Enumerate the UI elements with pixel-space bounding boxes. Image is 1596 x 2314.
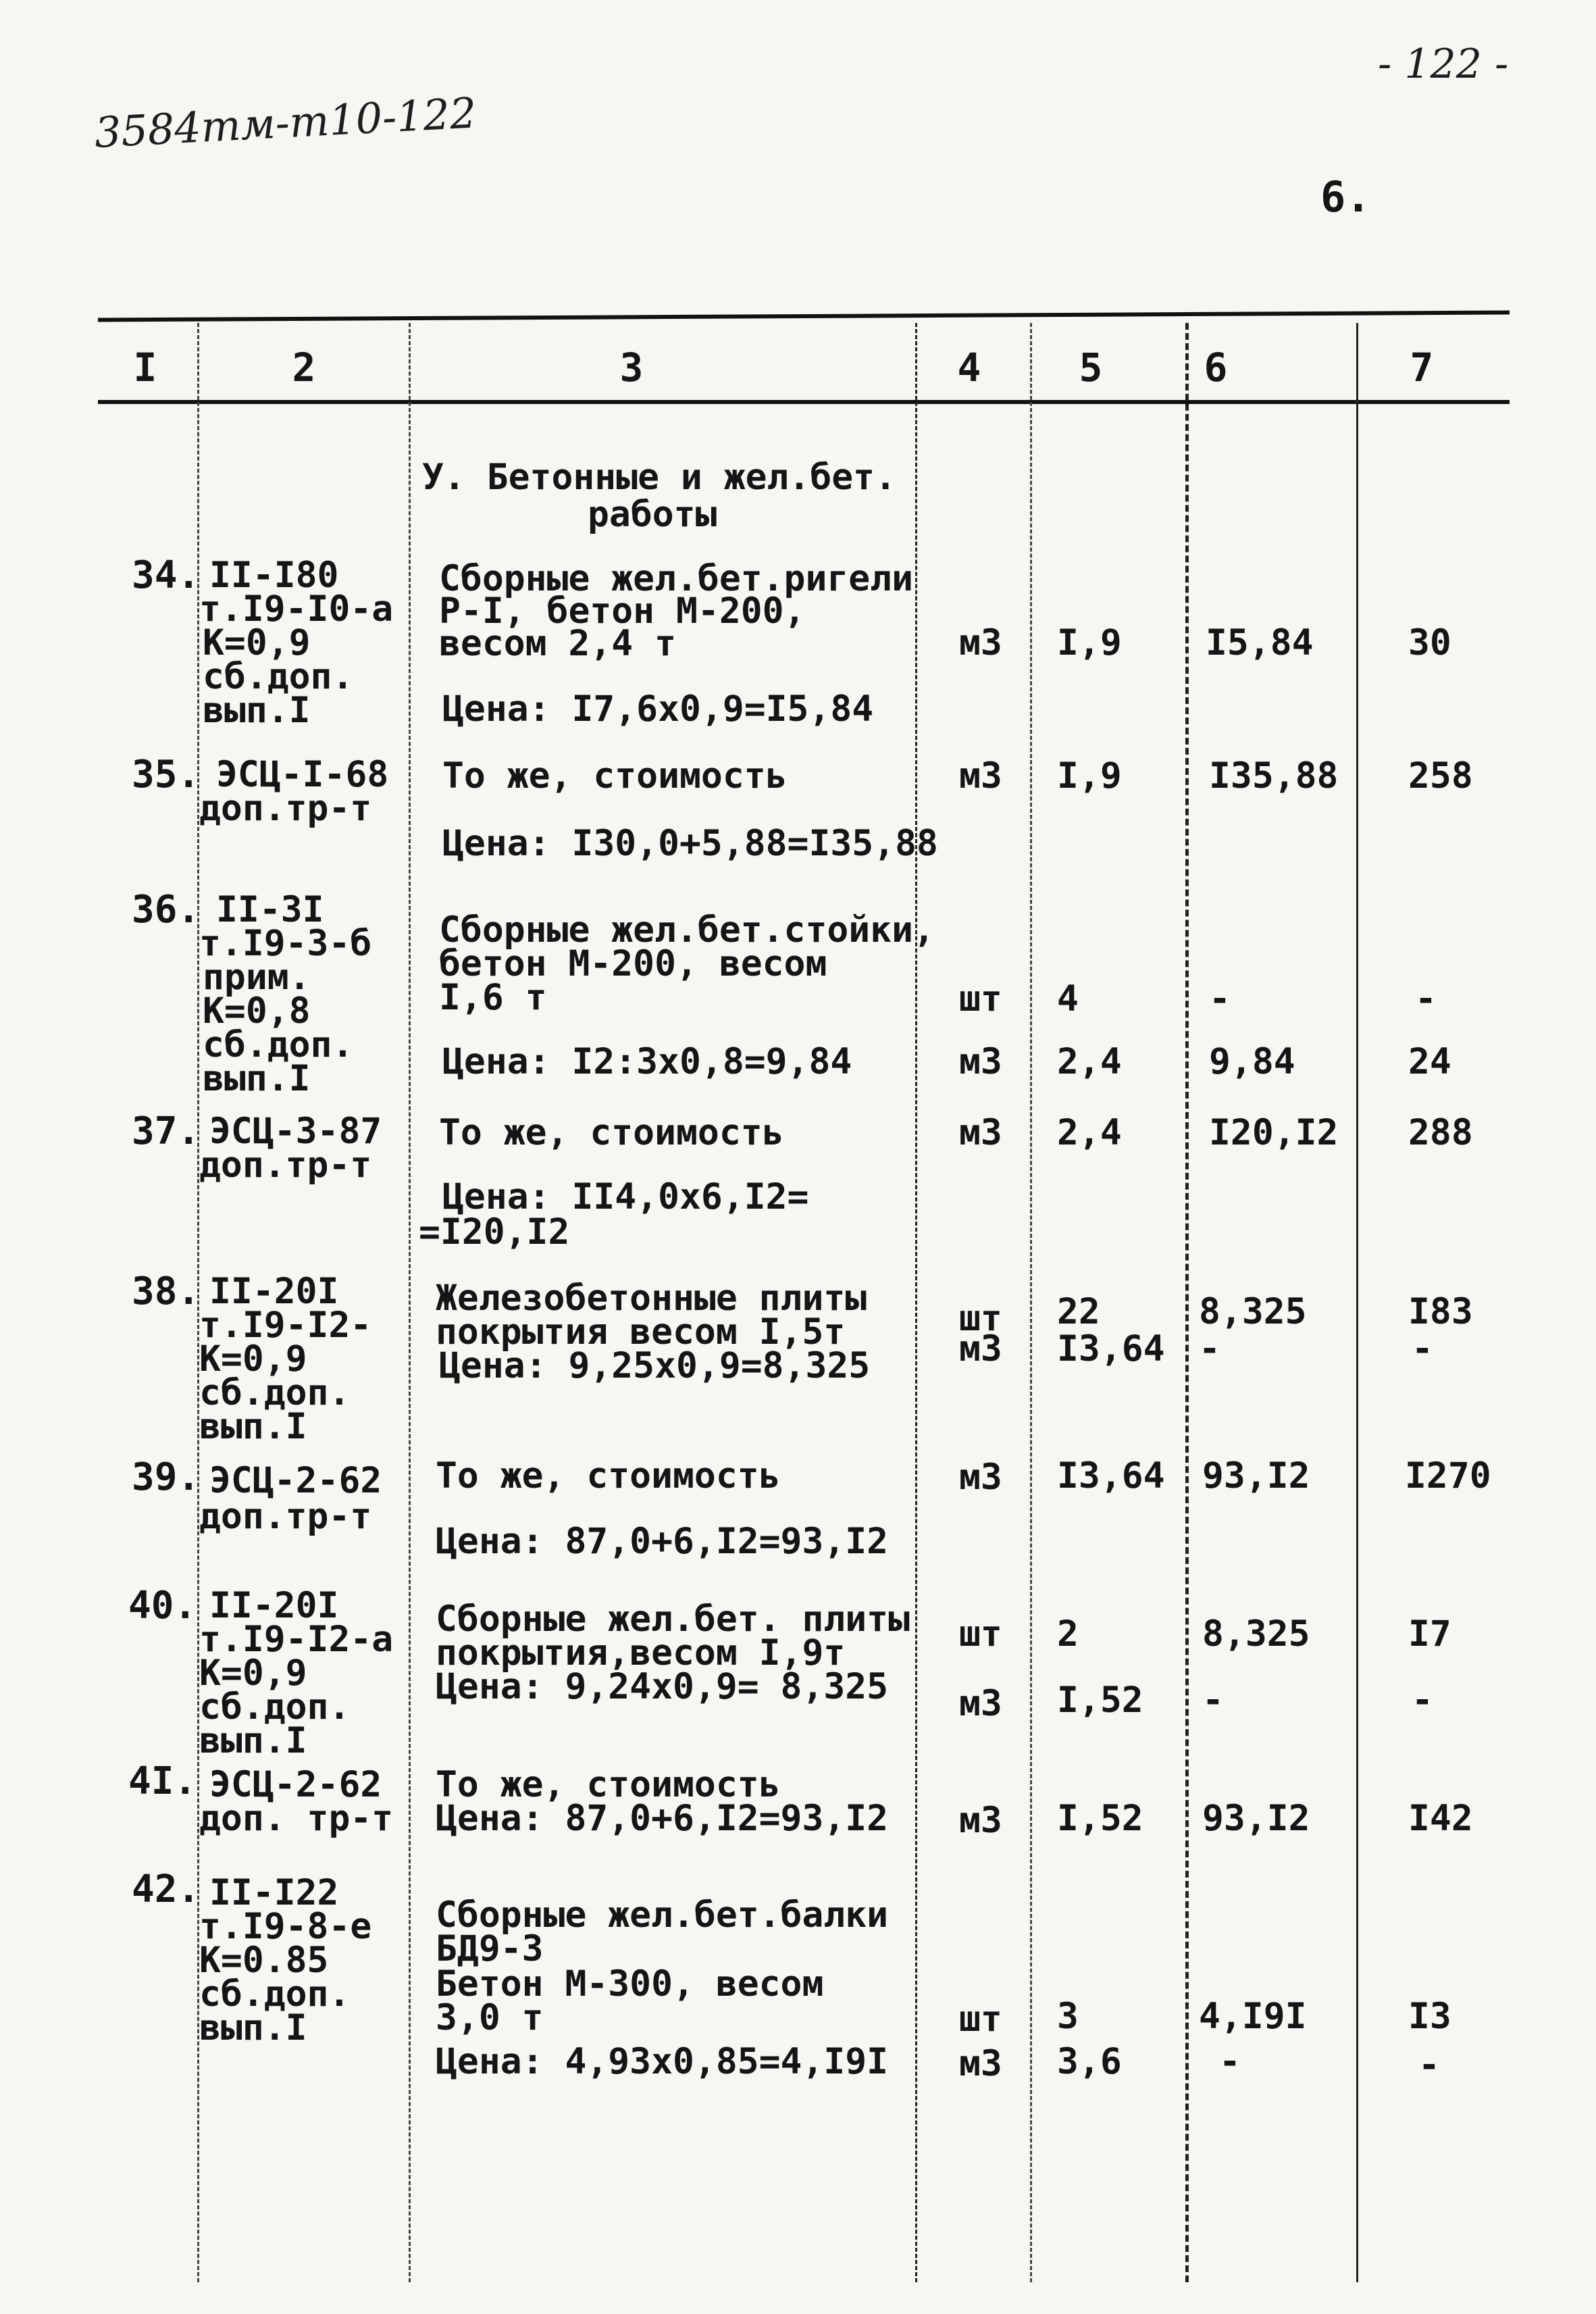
row-description: Железобетонные плиты — [436, 1278, 867, 1319]
row-description: Р-I, бетон М-200, — [439, 590, 806, 632]
row-unit-cost: - — [1219, 2041, 1241, 2082]
row-number: 36. — [132, 888, 201, 932]
row-unit-cost: 9,84 — [1209, 1041, 1295, 1082]
col-header-5: 5 — [1079, 345, 1103, 391]
row-code: вып.I — [199, 1406, 307, 1447]
column-divider — [1030, 323, 1032, 2282]
column-divider — [1185, 323, 1189, 2282]
row-description: То же, стоимость — [442, 755, 788, 797]
row-code: вып.I — [199, 2007, 307, 2048]
row-unit-cost: 8,325 — [1202, 1613, 1310, 1655]
row-total: I42 — [1408, 1798, 1473, 1839]
row-unit-cost: - — [1199, 1328, 1220, 1369]
row-code: сб.доп. — [203, 656, 354, 697]
row-code: т.I9-3-б — [199, 923, 372, 964]
row-code: доп.тр-т — [199, 788, 372, 829]
row-code: т.I9-I0-а — [199, 588, 394, 630]
row-quantity: I3,64 — [1057, 1328, 1165, 1369]
row-code: вып.I — [203, 690, 311, 731]
row-code: сб.доп. — [199, 1973, 351, 2015]
row-code: К=0.85 — [199, 1940, 329, 1981]
row-unit: м3 — [959, 1457, 1002, 1498]
col-header-2: 2 — [292, 345, 316, 391]
row-total: - — [1415, 978, 1437, 1020]
document-id: 3584тм-т10-122 — [93, 88, 478, 157]
col-header-1: I — [133, 345, 157, 391]
row-number: 35. — [132, 753, 201, 797]
col-header-4: 4 — [957, 345, 981, 391]
row-quantity: 2 — [1057, 1613, 1079, 1655]
row-quantity: 2,4 — [1057, 1112, 1122, 1153]
row-price: Цена: 87,0+6,I2=93,I2 — [436, 1521, 889, 1562]
row-unit-cost: 93,I2 — [1202, 1798, 1310, 1839]
row-description: Сборные жел.бет.балки — [436, 1894, 889, 1936]
section-title: У. Бетонные и жел.бет. — [422, 457, 896, 498]
row-price: Цена: I2:3х0,8=9,84 — [442, 1041, 852, 1082]
row-description: БД9-3 — [436, 1928, 544, 1969]
row-total: 258 — [1408, 755, 1473, 797]
row-unit: м3 — [959, 622, 1002, 663]
row-total: 30 — [1408, 622, 1451, 663]
row-number: 37. — [132, 1109, 201, 1153]
sheet-label: 6. — [1320, 172, 1371, 222]
row-code: II-20I — [209, 1271, 339, 1312]
row-code: К=0,8 — [203, 990, 311, 1032]
row-total: I270 — [1405, 1455, 1491, 1496]
row-number: 34. — [132, 553, 201, 597]
col-header-3: 3 — [619, 345, 644, 391]
row-unit: м3 — [959, 1112, 1002, 1153]
row-code: II-20I — [209, 1585, 339, 1626]
row-unit: шт — [959, 1613, 1002, 1655]
row-code: II-I22 — [209, 1872, 339, 1913]
row-code: сб.доп. — [203, 1024, 354, 1065]
row-unit-cost: 93,I2 — [1202, 1455, 1310, 1496]
row-unit-cost: - — [1202, 1680, 1224, 1721]
row-total: I83 — [1408, 1291, 1473, 1332]
row-unit-cost: I35,88 — [1209, 755, 1339, 797]
row-code: доп.тр-т — [199, 1496, 372, 1537]
row-quantity: 3,6 — [1057, 2041, 1122, 2082]
row-price: Цена: 87,0+6,I2=93,I2 — [436, 1798, 889, 1839]
row-code: II-3I — [216, 889, 324, 930]
row-description: покрытия весом I,5т — [436, 1311, 846, 1353]
col-header-7: 7 — [1410, 345, 1434, 391]
row-quantity: 4 — [1057, 978, 1079, 1020]
row-total: 24 — [1408, 1041, 1451, 1082]
col-header-6: 6 — [1204, 345, 1228, 391]
row-number: 40. — [128, 1584, 197, 1628]
row-description: То же, стоимость — [436, 1455, 781, 1496]
row-code: ЭСЦ-3-87 — [209, 1111, 382, 1152]
row-code: т.I9-8-е — [199, 1906, 372, 1947]
row-description: Сборные жел.бет.стойки, — [439, 909, 935, 951]
row-code: сб.доп. — [199, 1372, 351, 1413]
row-unit-cost: I5,84 — [1206, 622, 1314, 663]
row-description: бетон М-200, весом — [439, 943, 827, 984]
row-unit: м3 — [959, 1328, 1002, 1369]
row-quantity: I,52 — [1057, 1680, 1143, 1721]
column-divider — [915, 323, 917, 2282]
row-quantity: 22 — [1057, 1291, 1100, 1332]
row-code: прим. — [203, 957, 311, 998]
row-price: Цена: 4,93х0,85=4,I9I — [436, 2041, 889, 2082]
row-unit: шт — [959, 1298, 1002, 1339]
table-top-rule — [98, 311, 1510, 322]
row-description: I,6 т — [439, 977, 547, 1018]
row-number: 39. — [132, 1455, 201, 1499]
row-price: Цена: 9,24х0,9= 8,325 — [436, 1666, 889, 1707]
page-number: - 122 - — [1378, 41, 1509, 88]
row-code: К=0,9 — [199, 1653, 307, 1694]
row-description: Бетон М-300, весом — [436, 1963, 824, 2005]
row-code: доп.тр-т — [199, 1145, 372, 1186]
row-unit: м3 — [959, 1800, 1002, 1841]
row-description: Сборные жел.бет. плиты — [436, 1599, 910, 1640]
row-unit-cost: 4,I9I — [1199, 1996, 1307, 2037]
row-price: Цена: II4,0х6,I2= — [442, 1176, 809, 1217]
row-code: т.I9-I2- — [199, 1305, 372, 1346]
row-unit: м3 — [959, 1041, 1002, 1082]
row-number: 38. — [132, 1269, 201, 1313]
column-divider — [409, 323, 411, 2282]
row-code: ЭСЦ-2-62 — [209, 1764, 382, 1805]
row-code: вып.I — [203, 1058, 311, 1099]
row-price: Цена: 9,25х0,9=8,325 — [439, 1345, 871, 1386]
row-description: 3,0 т — [436, 1997, 544, 2038]
row-code: ЭСЦ-2-62 — [209, 1460, 382, 1501]
row-price: Цена: I30,0+5,88=I35,88 — [442, 823, 938, 864]
row-description: То же, стоимость — [436, 1764, 781, 1805]
header-bottom-rule — [98, 400, 1510, 404]
row-code: К=0,9 — [203, 622, 311, 663]
row-quantity: 3 — [1057, 1996, 1079, 2037]
row-code: т.I9-I2-а — [199, 1619, 394, 1660]
row-total: I3 — [1408, 1996, 1451, 2037]
row-unit: шт — [959, 1998, 1002, 2040]
row-quantity: I,52 — [1057, 1798, 1143, 1839]
row-code: К=0,9 — [199, 1338, 307, 1380]
column-divider — [1356, 323, 1358, 2282]
row-code: вып.I — [199, 1720, 307, 1761]
row-total: - — [1412, 1328, 1433, 1369]
row-quantity: I3,64 — [1057, 1455, 1165, 1496]
row-total: - — [1412, 1680, 1433, 1721]
row-number: 4I. — [128, 1759, 197, 1803]
row-code: доп. тр-т — [199, 1798, 394, 1839]
row-unit: м3 — [959, 1683, 1002, 1724]
row-description: То же, стоимость — [439, 1112, 784, 1153]
row-quantity: I,9 — [1057, 622, 1122, 663]
row-unit: м3 — [959, 755, 1002, 797]
row-description: Сборные жел.бет.ригели — [439, 558, 913, 599]
row-unit: м3 — [959, 2043, 1002, 2084]
row-number: 42. — [132, 1867, 201, 1911]
row-code: ЭСЦ-I-68 — [216, 754, 389, 795]
row-total: - — [1418, 2044, 1440, 2086]
row-unit-cost: 8,325 — [1199, 1291, 1307, 1332]
row-description: весом 2,4 т — [439, 623, 676, 664]
row-total: 288 — [1408, 1112, 1473, 1153]
section-title-line-2: работы — [588, 494, 717, 535]
row-unit-cost: - — [1209, 978, 1231, 1020]
row-price: Цена: I7,6х0,9=I5,84 — [442, 688, 874, 730]
row-unit-cost: I20,I2 — [1209, 1112, 1339, 1153]
row-total: I7 — [1408, 1613, 1451, 1655]
row-description: покрытия,весом I,9т — [436, 1632, 846, 1674]
row-price-continued: =I20,I2 — [419, 1211, 570, 1253]
row-code: II-I80 — [209, 555, 339, 596]
row-unit: шт — [959, 978, 1002, 1020]
row-code: сб.доп. — [199, 1686, 351, 1728]
row-quantity: I,9 — [1057, 755, 1122, 797]
row-quantity: 2,4 — [1057, 1041, 1122, 1082]
